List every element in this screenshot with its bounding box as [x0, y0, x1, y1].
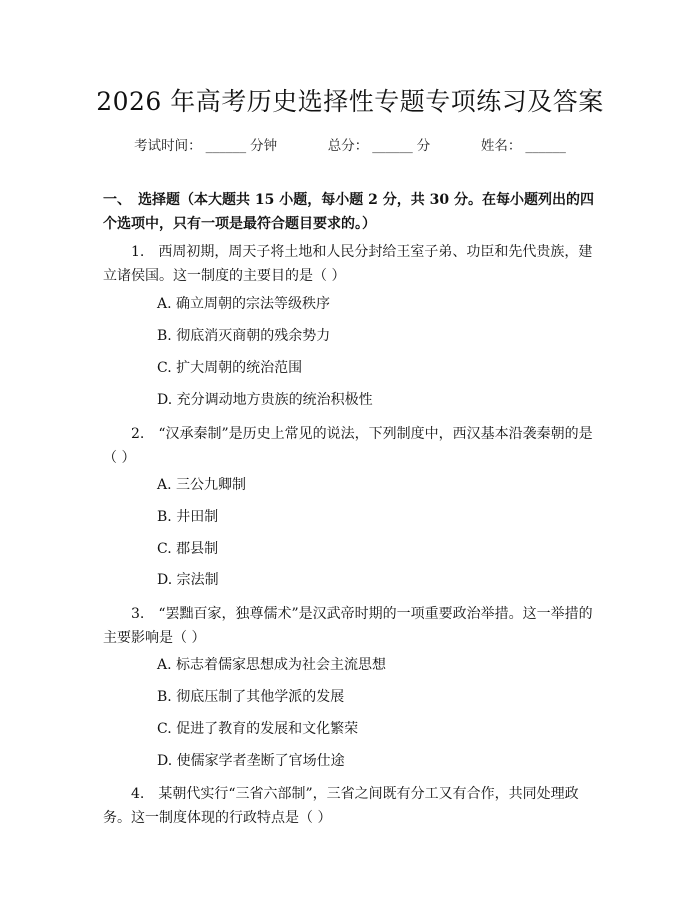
question-1-option-c: C. 扩大周朝的统治范围: [157, 360, 303, 376]
section-heading: 一、 选择题（本大题共 15 小题，每小题 2 分，共 30 分。在每小题列出的四个选项中，只有一项是最符合题目要求的。）: [103, 192, 594, 232]
question-3-option-c: C. 促进了教育的发展和文化繁荣: [157, 721, 359, 737]
question-4-stem: 4. 某朝代实行“三省六部制”，三省之间既有分工又有合作，共同处理政务。这一制度体现的行政特点是（ ）: [103, 786, 579, 826]
time-label: 考试时间：: [134, 138, 202, 154]
question-3-option-a: A. 标志着儒家思想成为社会主流思想: [157, 657, 387, 673]
score-label: 总分：: [327, 138, 369, 154]
time-blank: ______: [205, 138, 247, 154]
question-2-option-b: B. 井田制: [157, 509, 219, 525]
question-3-option-b: B. 彻底压制了其他学派的发展: [157, 689, 345, 705]
question-2-option-d: D. 宗法制: [157, 572, 219, 588]
question-1-option-d: D. 充分调动地方贵族的统治积极性: [157, 392, 373, 408]
page-title: 2026 年高考历史选择性专题专项练习及答案: [96, 87, 604, 116]
score-unit: 分: [416, 138, 431, 154]
question-3-option-d: D. 使儒家学者垄断了官场仕途: [157, 753, 345, 769]
question-2-stem: 2. “汉承秦制”是历史上常见的说法，下列制度中，西汉基本沿袭秦朝的是（ ）: [103, 426, 593, 466]
question-2-option-a: A. 三公九卿制: [157, 477, 247, 493]
time-unit: 分钟: [250, 138, 278, 154]
score-blank: ______: [372, 138, 413, 154]
name-label: 姓名：: [480, 138, 522, 154]
question-1-option-a: A. 确立周朝的宗法等级秩序: [157, 296, 331, 312]
exam-info-line: [0, 134, 700, 154]
question-2-option-c: C. 郡县制: [157, 541, 219, 557]
question-1-option-b: B. 彻底消灭商朝的残余势力: [157, 328, 331, 344]
question-1-stem: 1. 西周初期，周天子将土地和人民分封给王室子弟、功臣和先代贵族，建立诸侯国。这一制度的主要目的是（ ）: [103, 244, 593, 284]
question-3-stem: 3. “罢黜百家，独尊儒术”是汉武帝时期的一项重要政治举措。这一举措的主要影响是（ ）: [103, 606, 593, 646]
name-blank: ______: [525, 138, 566, 154]
